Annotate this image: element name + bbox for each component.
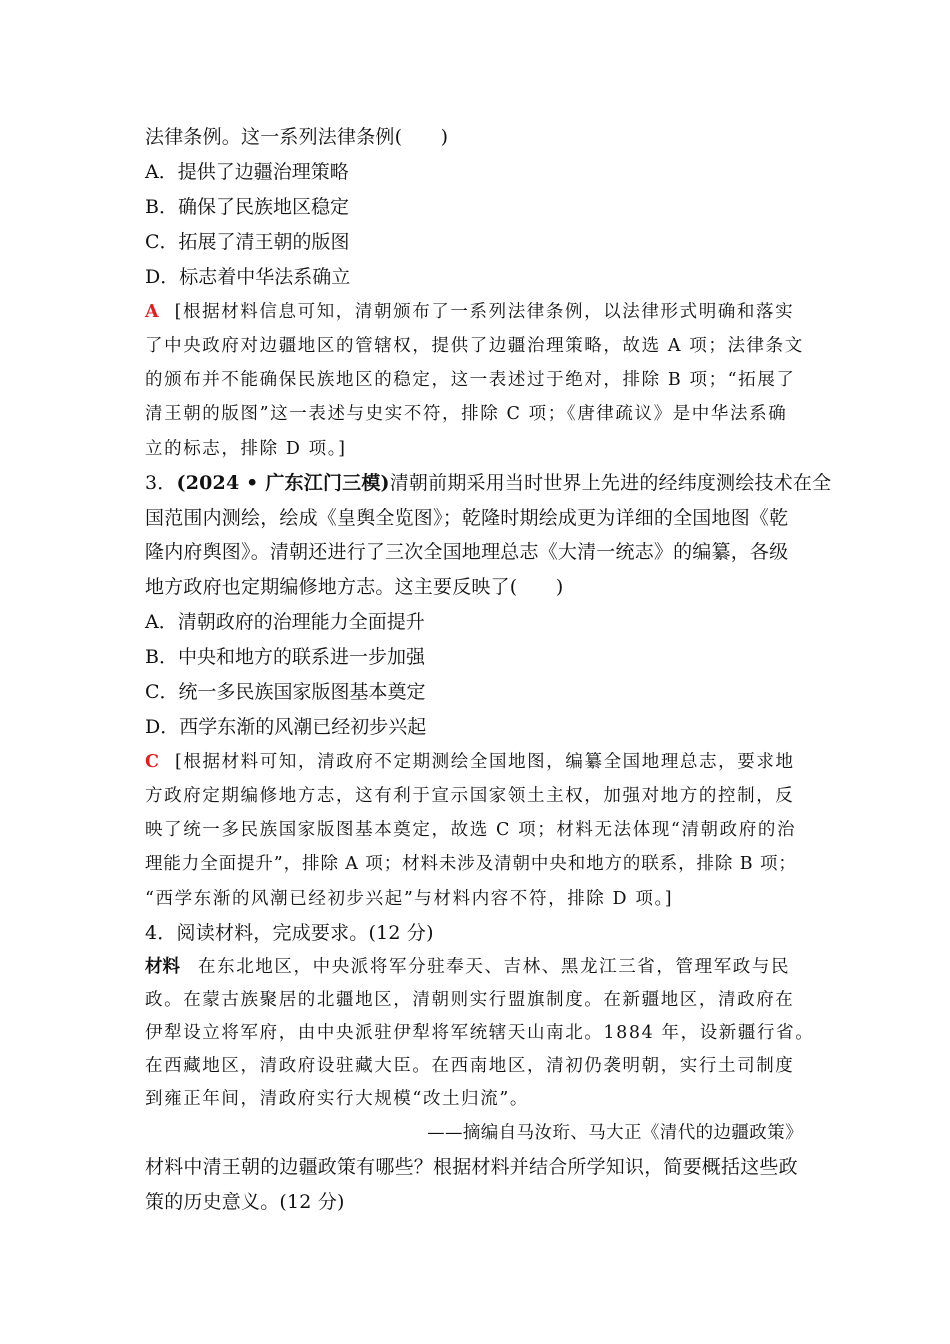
- q4-material-label: 材料: [145, 956, 180, 977]
- q4-question-line: 材料中清王朝的边疆政策有哪些？根据材料并结合所学知识，简要概括这些政: [145, 1155, 798, 1178]
- q4-material-line: 到雍正年间，清政府实行大规模“改土归流”。: [145, 1089, 529, 1110]
- q3-explanation-line: 理能力全面提升”，排除 A 项；材料未涉及清朝中央和地方的联系，排除 B 项；: [145, 854, 797, 875]
- q3-stem-line: 地方政府也定期编修地方志。这主要反映了( ): [145, 576, 564, 599]
- q3-option-d[interactable]: D．西学东渐的风潮已经初步兴起: [145, 715, 427, 738]
- q3-stem-line: 国范围内测绘，绘成《皇舆全览图》；乾隆时期绘成更为详细的全国地图《乾: [145, 506, 789, 529]
- q2-option-d[interactable]: D．标志着中华法系确立: [145, 265, 351, 288]
- document-page: [145, 120, 832, 1219]
- q3-stem-line: 隆内府舆图》。清朝还进行了三次全国地理总志《大清一统志》的编纂，各级: [145, 541, 789, 564]
- q2-answer-key: A: [145, 301, 159, 322]
- q2-explanation-line: 清王朝的版图”这一表述与史实不符，排除 C 项；《唐律疏议》是中华法系确: [145, 404, 788, 425]
- q4-question-line: 策的历史意义。(12 分): [145, 1190, 345, 1213]
- q4-material-line: 材料 在东北地区，中央派将军分驻奉天、吉林、黑龙江三省，管理军政与民: [145, 956, 791, 977]
- q3-stem-line: 3．(2024 • 广东江门三模)清朝前期采用当时世界上先进的经纬度测绘技术在全: [145, 471, 832, 494]
- q4-stem: 4．阅读材料，完成要求。(12 分): [145, 921, 434, 944]
- q3-explanation-line: 方政府定期编修地方志，这有利于宣示国家领土主权，加强对地方的控制，反: [145, 786, 795, 807]
- q2-option-a[interactable]: A．提供了边疆治理策略: [145, 160, 349, 183]
- q3-option-a[interactable]: A．清朝政府的治理能力全面提升: [145, 610, 425, 633]
- q3-explanation-line: 映了统一多民族国家版图基本奠定，故选 C 项；材料无法体现“清朝政府的治: [145, 820, 797, 841]
- q3-answer-key: C: [145, 751, 159, 772]
- q3-explanation-line: “西学东渐的风潮已经初步兴起”与材料内容不符，排除 D 项。]: [145, 888, 674, 909]
- q3-option-c[interactable]: C．统一多民族国家版图基本奠定: [145, 680, 426, 703]
- q2-explanation-line: A [根据材料信息可知，清朝颁布了一系列法律条例，以法律形式明确和落实: [145, 301, 795, 322]
- q2-stem-tail: 法律条例。这一系列法律条例( ): [145, 126, 449, 148]
- q4-material-source: ——摘编自马汝珩、马大正《清代的边疆政策》: [427, 1122, 803, 1143]
- q4-material-line: 政。在蒙古族聚居的北疆地区，清朝则实行盟旗制度。在新疆地区，清政府在: [145, 989, 795, 1010]
- q2-option-c[interactable]: C．拓展了清王朝的版图: [145, 230, 350, 253]
- q4-material-line: 伊犁设立将军府，由中央派驻伊犁将军统辖天山南北。1884 年，设新疆行省。: [145, 1023, 815, 1044]
- q2-explanation-line: 了中央政府对边疆地区的管辖权，提供了边疆治理策略，故选 A 项；法律条文: [145, 335, 804, 356]
- q3-source: (2024 • 广东江门三模): [176, 471, 390, 494]
- q2-explanation-line: 立的标志，排除 D 项。]: [145, 438, 347, 459]
- q3-number: 3．: [145, 471, 177, 494]
- q3-option-b[interactable]: B．中央和地方的联系进一步加强: [145, 645, 425, 668]
- q4-material-line: 在西藏地区，清政府设驻藏大臣。在西南地区，清初仍袭明朝，实行土司制度: [145, 1056, 795, 1077]
- q2-explanation-line: 的颁布并不能确保民族地区的稳定，这一表述过于绝对，排除 B 项；“拓展了: [145, 370, 796, 391]
- q3-explanation-line: C [根据材料可知，清政府不定期测绘全国地图，编纂全国地理总志，要求地: [145, 751, 795, 772]
- q2-option-b[interactable]: B．确保了民族地区稳定: [145, 195, 349, 218]
